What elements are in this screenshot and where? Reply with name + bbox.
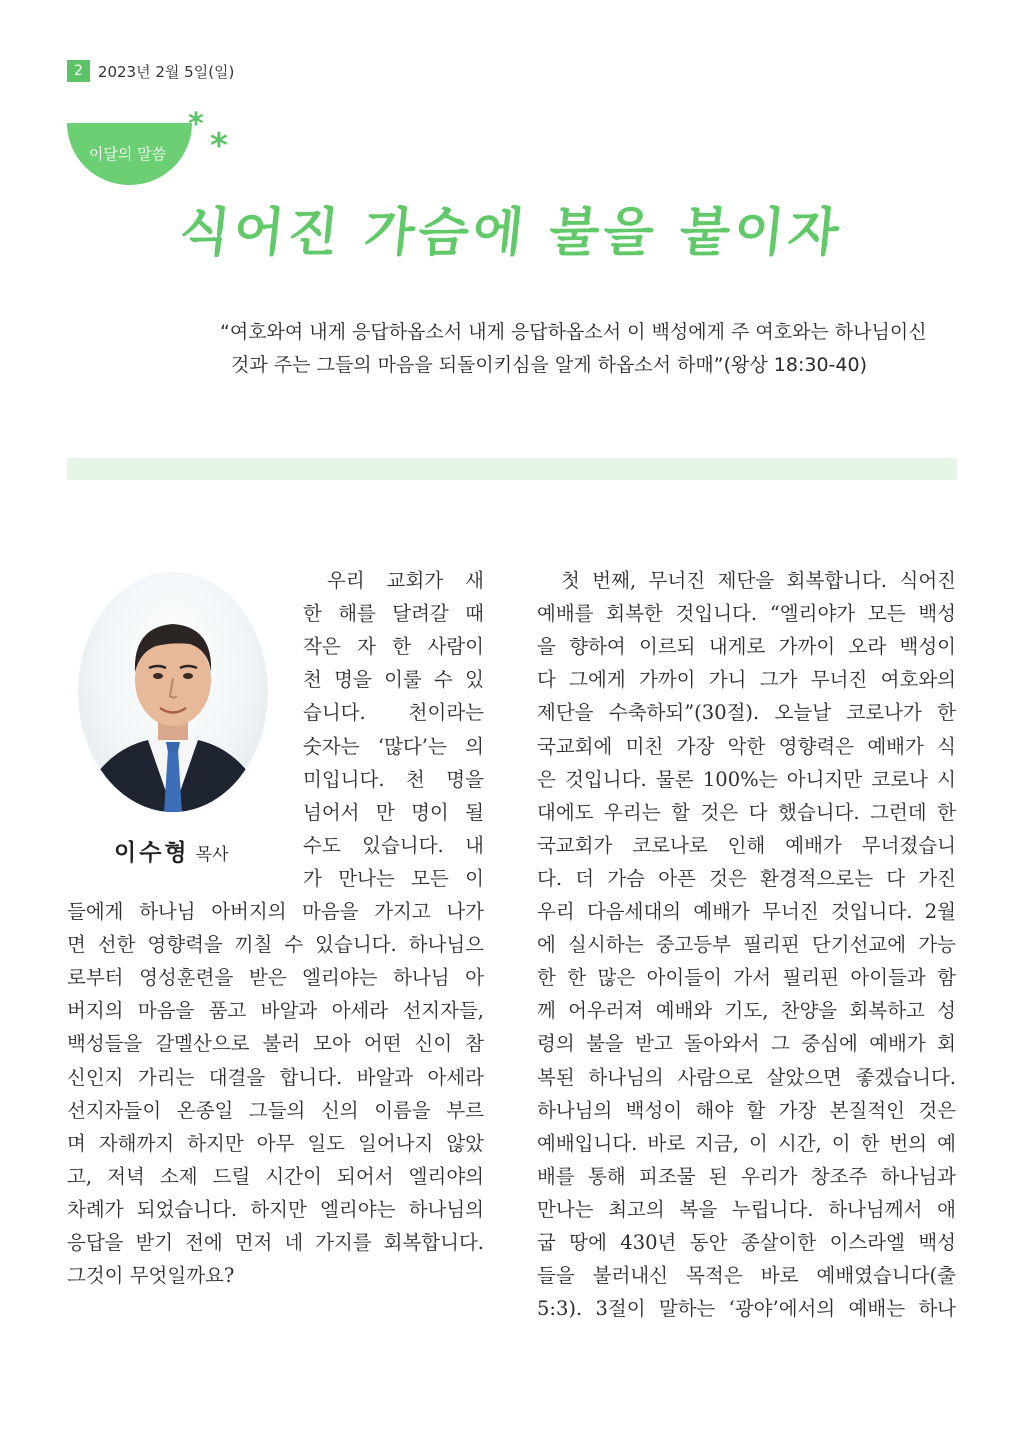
- body-text-line: 국교회가 코로나로 인해 예배가 무너졌습니: [537, 833, 956, 857]
- body-text-line: 우리 교회가 새: [327, 569, 484, 592]
- sermon-title: 식어진 가슴에 불을 붙이자: [176, 203, 846, 263]
- body-text-line: 예배를 회복한 것입니다. “엘리야가 모든 백성: [537, 602, 956, 626]
- body-text-line: 천 명을 이룰 수 있: [303, 668, 484, 692]
- body-text-line: 그것이 무엇일까요?: [67, 1264, 235, 1288]
- body-text-line: 다. 더 가슴 아픈 것은 환경적으로는 다 가진: [537, 866, 956, 890]
- body-text-line: 국교회에 미친 가장 악한 영향력은 예배가 식: [537, 734, 956, 758]
- body-text-line: 습니다. 천이라는: [303, 701, 484, 725]
- body-text-line: 배를 통해 피조물 된 우리가 창조주 하나님과: [537, 1164, 956, 1188]
- body-text-line: 고, 저녁 소제 드릴 시간이 되어서 엘리야의: [67, 1164, 484, 1188]
- section-badge: 이달의 말씀: [67, 123, 192, 185]
- body-text-line: 우리 다음세대의 예배가 무너진 것입니다. 2월: [537, 900, 956, 923]
- body-text-line: 굽 땅에 430년 동안 종살이한 이스라엘 백성: [537, 1231, 956, 1254]
- body-text-line: 령의 불을 받고 돌아와서 그 중심에 예배가 회: [537, 1032, 956, 1056]
- asterisk-icon: *: [210, 126, 228, 166]
- body-text-line: 숫자는 ‘많다’는 의: [303, 734, 484, 758]
- body-text-line: 미입니다. 천 명을: [303, 767, 484, 791]
- body-text-line: 하나님의 백성이 해야 할 가장 본질적인 것은: [537, 1098, 956, 1122]
- author-photo: [78, 572, 268, 812]
- body-text-line: 예배입니다. 바로 지금, 이 시간, 이 한 번의 예: [537, 1131, 956, 1155]
- body-text-line: 며 자해까지 하지만 아무 일도 일어나지 않았: [67, 1131, 484, 1155]
- body-text-line: 차례가 되었습니다. 하지만 엘리야는 하나님의: [67, 1197, 484, 1221]
- portrait-image: [78, 572, 268, 812]
- divider-band: [67, 458, 957, 480]
- body-text-line: 면 선한 영향력을 끼칠 수 있습니다. 하나님으: [67, 933, 484, 957]
- body-text-line: 작은 자 한 사람이: [303, 635, 484, 659]
- body-text-line: 제단을 수축하되”(30절). 오늘날 코로나가 한: [537, 701, 956, 725]
- body-text-line: 만나는 최고의 복을 누립니다. 하나님께서 애: [537, 1197, 956, 1221]
- body-text-line: 한 해를 달려갈 때: [303, 602, 484, 626]
- body-text-line: 한 한 많은 아이들이 가서 필리핀 아이들과 함: [537, 966, 956, 990]
- body-text-line: 5:3). 3절이 말하는 ‘광야’에서의 예배는 하나: [537, 1297, 956, 1321]
- body-text-line: 가 만나는 모든 이: [303, 866, 484, 890]
- body-text-line: 복된 하나님의 사람으로 살았으면 좋겠습니다.: [537, 1065, 956, 1089]
- body-text-line: 로부터 영성훈련을 받은 엘리야는 하나님 아: [67, 966, 484, 990]
- body-text-line: 다 그에게 가까이 가니 그가 무너진 여호와의: [537, 668, 956, 692]
- scripture-line: “여호와여 내게 응답하옵소서 내게 응답하옵소서 이 백성에게 주 여호와는 하나님이신: [220, 321, 927, 343]
- body-text-line: 선지자들이 온종일 그들의 신의 이름을 부르: [67, 1098, 484, 1122]
- page-header: [67, 60, 234, 82]
- body-text-line: 을 향하여 이르되 내게로 가까이 오라 백성이: [537, 635, 956, 659]
- body-text-line: 대에도 우리는 할 것은 다 했습니다. 그런데 한: [537, 800, 956, 824]
- body-text-line: 첫 번째, 무너진 제단을 회복합니다. 식어진: [561, 569, 956, 592]
- body-text-line: 께 어우러져 예배와 기도, 찬양을 회복하고 성: [537, 999, 956, 1023]
- scripture-line: 것과 주는 그들의 마음을 되돌이키심을 알게 하옵소서 하매”(왕상 18:30-40): [231, 354, 867, 376]
- author-name: 이수형: [114, 840, 190, 866]
- body-text-line: 에 실시하는 중고등부 필리핀 단기선교에 가능: [537, 933, 956, 957]
- body-text-line: 들을 불러내신 목적은 바로 예배였습니다(출: [537, 1264, 956, 1288]
- author-byline: [114, 834, 229, 867]
- page-number: 2: [67, 60, 90, 82]
- body-text-line: 신인지 가리는 대결을 합니다. 바알과 아세라: [67, 1065, 484, 1089]
- author-title: 목사: [195, 845, 229, 865]
- body-text-line: 은 것입니다. 물론 100%는 아니지만 코로나 시: [537, 767, 956, 791]
- asterisk-icon: *: [188, 107, 204, 142]
- scripture-quote: [220, 316, 980, 382]
- issue-date: 2023년 2월 5일(일): [97, 62, 235, 81]
- body-text-line: 수도 있습니다. 내: [303, 833, 484, 857]
- body-text-line: 백성들을 갈멜산으로 불러 모아 어떤 신이 참: [67, 1032, 484, 1056]
- body-text-line: 넘어서 만 명이 될: [303, 800, 484, 824]
- body-text-line: 응답을 받기 전에 먼저 네 가지를 회복합니다.: [67, 1231, 484, 1254]
- body-text-line: 들에게 하나님 아버지의 마음을 가지고 나가: [67, 900, 484, 923]
- body-text-line: 버지의 마음을 품고 바알과 아세라 선지자들,: [67, 999, 484, 1023]
